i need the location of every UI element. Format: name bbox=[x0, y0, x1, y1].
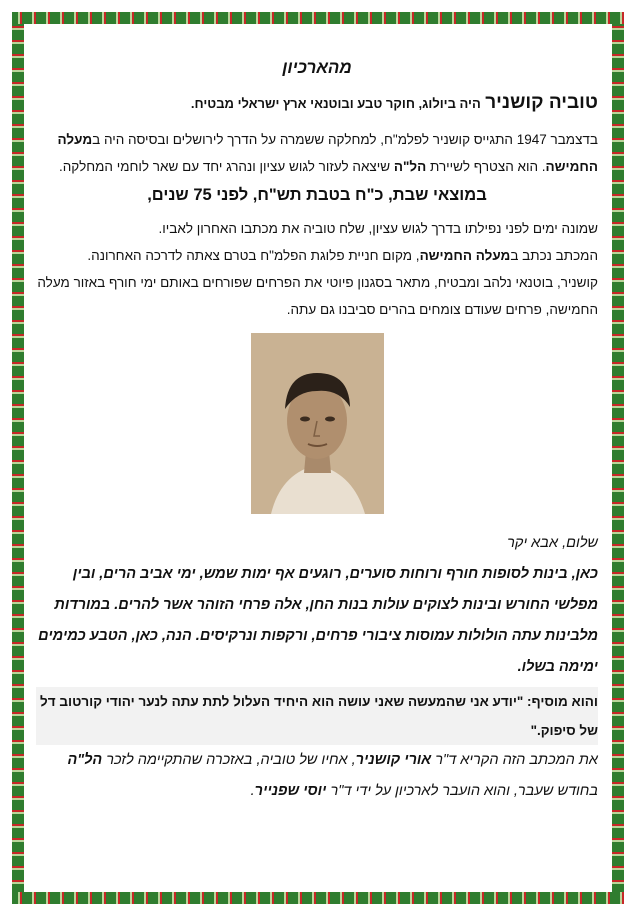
closing-text-c: , אחיו של טוביה, באזכרה שהתקיימה לזכר bbox=[102, 752, 356, 768]
letter-greeting: שלום, אבא יקר bbox=[507, 535, 598, 551]
portrait-image bbox=[251, 333, 384, 514]
portrait-photo bbox=[251, 333, 384, 514]
context-text-c: , מקום חניית פלוגת הפלמ"ח בטרם צאתה לדרכה האחרונה. bbox=[87, 248, 420, 263]
closing-text-a: את המכתב הזה הקריא ד"ר bbox=[431, 752, 598, 768]
document-body bbox=[36, 58, 598, 807]
date-subheading: במוצאי שבת, כ"ח בטבת תש"ח, לפני 75 שנים, bbox=[147, 186, 487, 204]
intro-convoy: הל"ה bbox=[393, 159, 427, 174]
closing-text-e: בחודש שעבר, והוא הועבר לארכיון על ידי ד"ר bbox=[326, 783, 598, 799]
closing-donor-name: יוסי שפנייר bbox=[254, 783, 327, 799]
name-description: היה ביולוג, חוקר טבע ובוטנאי ארץ ישראלי מבטיח. bbox=[190, 96, 481, 111]
closing-period: . bbox=[250, 783, 255, 799]
context-text-a: המכתב נכתב ב bbox=[510, 248, 598, 263]
intro-place: מעלה החמישה bbox=[57, 132, 598, 174]
closing-convoy: הל"ה bbox=[67, 752, 103, 768]
intro-text-e: שיצאה לעזור לגוש עציון ונהרג יחד עם שאר לוחמי המחלקה. bbox=[58, 159, 394, 174]
letter-body: כאן, בינות לסופות חורף ורוחות סוערים, רוגעים אף ימות שמש, ימי אביב הרים, ובין מפלשי החורש ובינות לצוקים עולות בנות החן, אלה פרחי הזוהר אשר להרים. במורדות מלבינות עתה הולולות עמוסות ציבורי פרחים, ורקפות ונרקיסים. הנה, כאן, הטבע כמימים ימימה בשלו. bbox=[38, 566, 598, 675]
name-heading bbox=[36, 92, 598, 114]
intro-text-a: בדצמבר 1947 התגייס קושניר לפלמ"ח, למחלקה ששמרה על הדרך לירושלים ובסיסה היה ב bbox=[92, 132, 598, 147]
context-place: מעלה החמישה bbox=[419, 248, 511, 263]
photo-container bbox=[36, 333, 598, 514]
closing-paragraph bbox=[36, 745, 598, 807]
letter-context-line3: קושניר, בוטנאי נלהב ומבטיח, מתאר בסגנון פיוטי את הפרחים שפורחים באותם ימי חורף באזור מעלה החמישה, פרחים שעודם צומחים בהרים סביבנו גם עתה. bbox=[37, 275, 598, 317]
quote-block: והוא מוסיף: "יודע אני שהמעשה שאני עושה הוא היחיד העלול לתת עתה לנער יהודי קורטוב דל של סיפוק." bbox=[36, 687, 598, 745]
letter-context-line1: שמונה ימים לפני נפילתו בדרך לגוש עציון, שלח טוביה את מכתבו האחרון לאביו. bbox=[158, 221, 598, 236]
name: טוביה קושניר bbox=[485, 92, 598, 113]
intro-text-c: . הוא הצטרף לשיירת bbox=[426, 159, 546, 174]
page-title: מהארכיון bbox=[282, 58, 352, 77]
closing-brother-name: אורי קושניר bbox=[355, 752, 432, 768]
letter-context-line2 bbox=[36, 242, 598, 269]
intro-paragraph bbox=[36, 126, 598, 180]
